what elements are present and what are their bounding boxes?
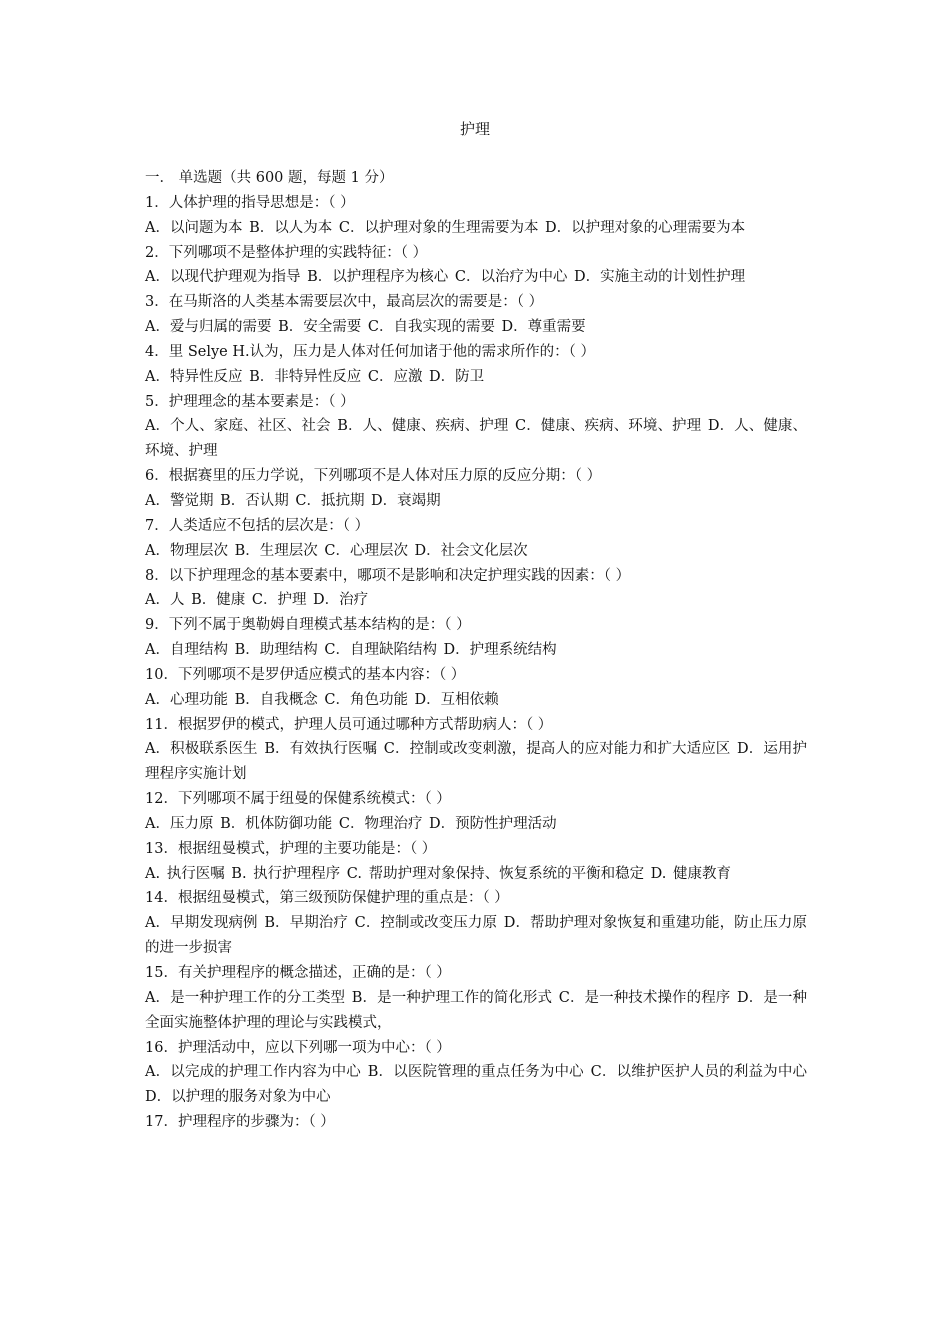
page-title: 护理 [459,120,490,138]
question-options: A．特异性反应 B．非特异性反应 C．应激 D．防卫 [145,368,485,385]
question-options: A. 执行医嘱 B. 执行护理程序 C. 帮助护理对象保持、恢复系统的平衡和稳定 D. 健康教育 [145,865,732,882]
question-options: A．人 B．健康 C．护理 D．治疗 [145,592,369,609]
question-options: A．以完成的护理工作内容为中心 B．以医院管理的重点任务为中心 C．以维护医护人员的利益为中心 D．以护理的服务对象为中心 [145,1064,807,1106]
question-stem: 6．根据赛里的压力学说，下列哪项不是人体对压力原的反应分期：（ ） [145,468,602,485]
question-options: A．早期发现病例 B．早期治疗 C．控制或改变压力原 D．帮助护理对象恢复和重建功能，防止压力原的进一步损害 [145,915,807,957]
question-options: A．是一种护理工作的分工类型 B．是一种护理工作的简化形式 C．是一种技术操作的程序 D．是一种全面实施整体护理的理论与实践模式， [145,989,807,1031]
section-header: 一． 单选题（共 600 题，每题 1 分） [145,170,394,186]
question-stem: 3．在马斯洛的人类基本需要层次中，最高层次的需要是：（ ） [145,294,544,311]
question-stem: 5．护理理念的基本要素是：（ ） [145,393,355,410]
question-stem: 13．根据纽曼模式，护理的主要功能是：（ ） [145,840,437,857]
question-options: A．以现代护理观为指导 B．以护理程序为核心 C．以治疗为中心 D．实施主动的计划性护理 [145,269,746,286]
question-stem: 2．下列哪项不是整体护理的实践特征：（ ） [145,244,428,261]
question-options: A．爱与归属的需要 B．安全需要 C．自我实现的需要 D．尊重需要 [145,319,586,336]
question-options: A．物理层次 B．生理层次 C．心理层次 D．社会文化层次 [145,542,528,559]
question-stem: 12．下列哪项不属于纽曼的保健系统模式：（ ） [145,791,451,808]
question-options: A．压力原 B．机体防御功能 C．物理治疗 D．预防性护理活动 [145,815,557,832]
question-stem: 17．护理程序的步骤为：（ ） [145,1114,335,1131]
question-options: A．个人、家庭、社区、社会 B．人、健康、疾病、护理 C．健康、疾病、环境、护理 D．人、健康、环境、护理 [145,418,807,460]
question-options: A．自理结构 B．助理结构 C．自理缺陷结构 D．护理系统结构 [145,642,557,659]
question-options: A．积极联系医生 B．有效执行医嘱 C．控制或改变刺激，提高人的应对能力和扩大适应区 D．运用护理程序实施计划 [145,741,807,783]
question-stem: 4．里 Selye H.认为，压力是人体对任何加诸于他的需求所作的：（ ） [145,343,595,360]
question-stem: 7．人类适应不包括的层次是：（ ） [145,517,370,534]
question-options: A．心理功能 B．自我概念 C．角色功能 D．互相依赖 [145,691,499,708]
question-options: A．以问题为本 B．以人为本 C．以护理对象的生理需要为本 D．以护理对象的心理需要为本 [145,219,746,236]
question-list [145,166,807,1135]
question-stem: 9．下列不属于奥勒姆自理模式基本结构的是：（ ） [145,617,471,634]
question-stem: 11．根据罗伊的模式，护理人员可通过哪种方式帮助病人：（ ） [145,716,553,733]
question-stem: 16．护理活动中，应以下列哪一项为中心：（ ） [145,1039,451,1056]
question-stem: 15．有关护理程序的概念描述，正确的是：（ ） [145,965,451,981]
question-options: A．警觉期 B．否认期 C．抵抗期 D．衰竭期 [145,492,441,509]
question-stem: 10．下列哪项不是罗伊适应模式的基本内容：（ ） [145,666,466,683]
question-stem: 8．以下护理理念的基本要素中，哪项不是影响和决定护理实践的因素：（ ） [145,567,631,584]
question-stem: 1．人体护理的指导思想是：（ ） [145,194,355,211]
question-stem: 14．根据纽曼模式，第三级预防保健护理的重点是：（ ） [145,890,509,907]
